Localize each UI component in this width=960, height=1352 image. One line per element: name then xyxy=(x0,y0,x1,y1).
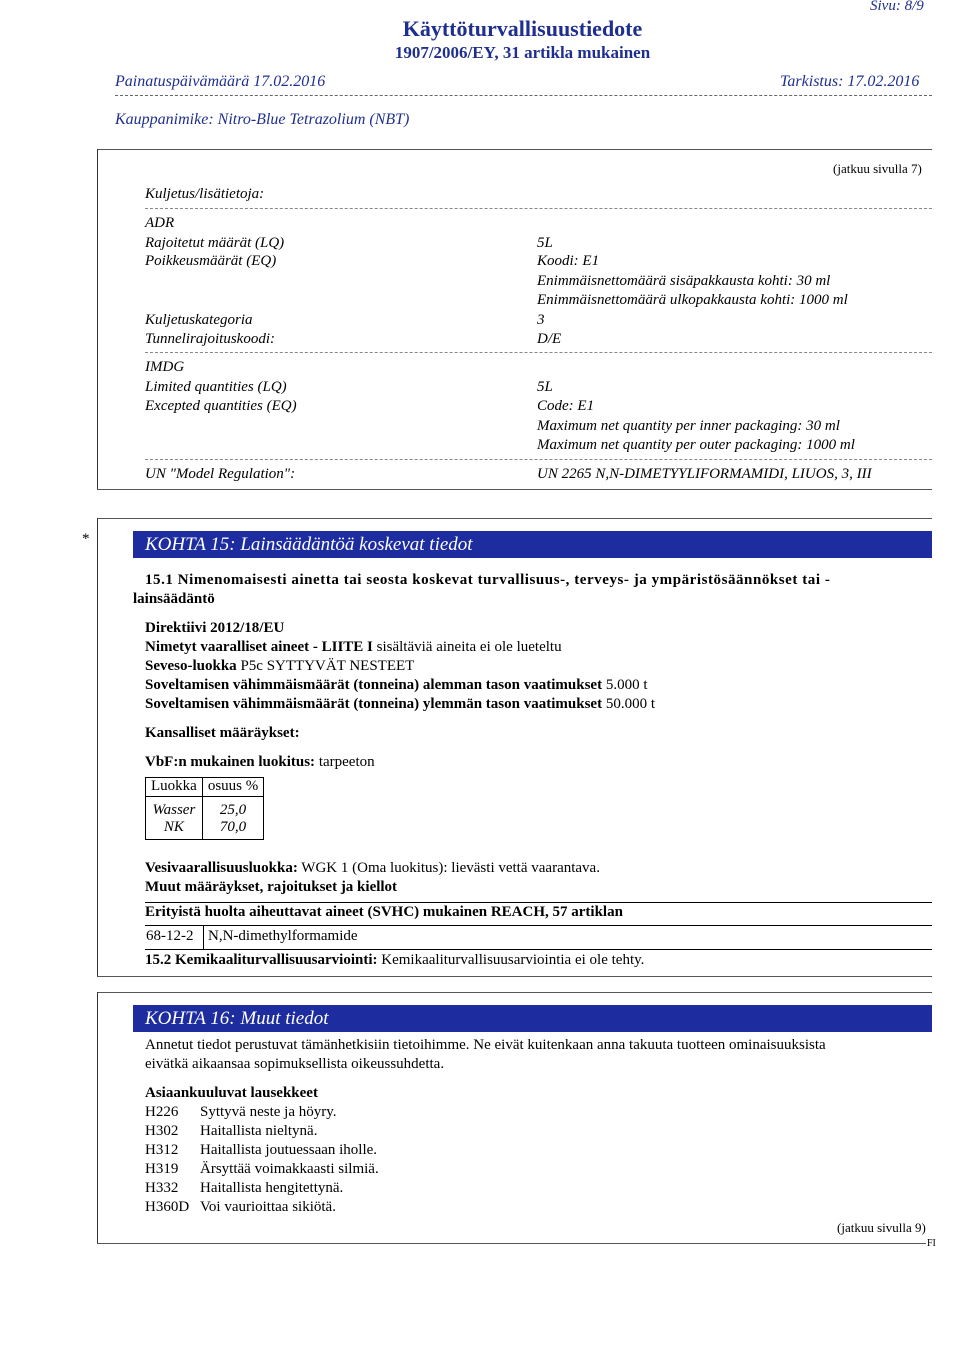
adr-category-label: Kuljetuskategoria xyxy=(145,312,253,328)
svhc-heading: Erityistä huolta aiheuttavat aineet (SVHC) mukainen REACH, 57 artiklan xyxy=(145,904,623,920)
adr-lq-label: Rajoitetut määrät (LQ) xyxy=(145,235,285,251)
imdg-eq-label: Excepted quantities (EQ) xyxy=(145,398,297,414)
imdg-eq-inner: Maximum net quantity per inner packaging: 30 ml xyxy=(537,418,840,434)
phrases-heading: Asiaankuuluvat lausekkeet xyxy=(145,1085,318,1101)
adr-title: ADR xyxy=(145,215,175,231)
seveso-category: Seveso-luokka P5c SYTTYVÄT NESTEET xyxy=(145,658,415,674)
list-item: H302 Haitallista nieltynä. xyxy=(145,1123,318,1139)
lower-tier-threshold: Soveltamisen vähimmäismäärät (tonneina) alemman tason vaatimukset 5.000 t xyxy=(145,677,648,693)
imdg-title: IMDG xyxy=(145,359,185,375)
s151-heading-line2: lainsäädäntö xyxy=(133,591,215,607)
list-item: H332 Haitallista hengitettynä. xyxy=(145,1180,344,1196)
table-row: NK 70,0 xyxy=(146,819,264,840)
vbf-classification: VbF:n mukainen luokitus: tarpeeton xyxy=(145,754,375,770)
imdg-lq-value: 5L xyxy=(537,379,553,395)
imdg-lq-label: Limited quantities (LQ) xyxy=(145,379,287,395)
print-date: Painatuspäivämäärä 17.02.2016 xyxy=(115,73,326,90)
table-row: Wasser 25,0 xyxy=(146,802,264,819)
revision-star: * xyxy=(82,531,90,547)
svhc-cas: 68-12-2 xyxy=(146,928,194,944)
national-regulations: Kansalliset määräykset: xyxy=(145,725,300,741)
transport-heading: Kuljetus/lisätietoja: xyxy=(145,186,265,202)
vbf-class-table xyxy=(145,777,264,840)
language-code: FI xyxy=(927,1238,936,1249)
upper-tier-threshold: Soveltamisen vähimmäismäärät (tonneina) ylemmän tason vaatimukset 50.000 t xyxy=(145,696,655,712)
adr-tunnel-value: D/E xyxy=(537,331,562,347)
adr-eq-value: Koodi: E1 xyxy=(537,253,600,269)
adr-category-value: 3 xyxy=(537,312,545,328)
document-subtitle: 1907/2006/EY, 31 artikla mukainen xyxy=(394,43,651,62)
s151-heading-line1: 15.1 Nimenomaisesti ainetta tai seosta koskevat turvallisuus-, terveys- ja ympäristösäännökset tai - xyxy=(145,572,831,588)
list-item: H319 Ärsyttää voimakkaasti silmiä. xyxy=(145,1161,379,1177)
adr-eq-label: Poikkeusmäärät (EQ) xyxy=(145,253,277,269)
adr-lq-value: 5L xyxy=(537,235,553,251)
un-regulation-value: UN 2265 N,N-DIMETYYLIFORMAMIDI, LIUOS, 3, III xyxy=(537,466,872,482)
named-substances: Nimetyt vaaralliset aineet - LIITE I sisältäviä aineita ei ole lueteltu xyxy=(145,639,562,655)
disclaimer-line1: Annetut tiedot perustuvat tämänhetkisiin tietoihimme. Ne eivät kuitenkaan anna takuuta tuotteen ominaisuuksista xyxy=(145,1037,826,1053)
svhc-substance: N,N-dimethylformamide xyxy=(208,928,358,944)
adr-tunnel-label: Tunnelirajoituskoodi: xyxy=(145,331,276,347)
page-number: Sivu: 8/9 xyxy=(870,0,924,14)
water-hazard-class: Vesivaarallisuusluokka: WGK 1 (Oma luokitus): lievästi vettä vaarantava. xyxy=(145,860,600,876)
imdg-eq-outer: Maximum net quantity per outer packaging: 1000 ml xyxy=(537,437,855,453)
imdg-eq-value: Code: E1 xyxy=(537,398,595,414)
table-header-share: osuus % xyxy=(207,778,259,794)
list-item: H360D Voi vaurioittaa sikiötä. xyxy=(145,1199,336,1215)
un-regulation-label: UN "Model Regulation": xyxy=(145,466,296,482)
s152-assessment: 15.2 Kemikaaliturvallisuusarviointi: Kemikaaliturvallisuusarviointia ei ole tehty. xyxy=(145,952,645,968)
product-name: Kauppanimike: Nitro-Blue Tetrazolium (NBT) xyxy=(115,111,410,128)
section15-title: KOHTA 15: Lainsäädäntöä koskevat tiedot xyxy=(133,531,932,558)
adr-eq-outer: Enimmäisnettomäärä ulkopakkausta kohti: 1000 ml xyxy=(537,292,848,308)
list-item: H226 Syttyvä neste ja höyry. xyxy=(145,1104,337,1120)
list-item: H312 Haitallista joutuessaan iholle. xyxy=(145,1142,378,1158)
document-title: Käyttöturvallisuustiedote xyxy=(402,16,643,41)
other-regulations: Muut määräykset, rajoitukset ja kiellot xyxy=(145,879,398,895)
section16-title: KOHTA 16: Muut tiedot xyxy=(133,1005,932,1032)
revision-date: Tarkistus: 17.02.2016 xyxy=(780,73,920,90)
table-header-class: Luokka xyxy=(146,778,203,797)
disclaimer-line2: eivätkä aikaansaa sopimuksellista oikeussuhdetta. xyxy=(145,1056,445,1072)
continued-from: (jatkuu sivulla 7) xyxy=(833,161,922,176)
continued-to: (jatkuu sivulla 9) xyxy=(837,1220,926,1235)
directive: Direktiivi 2012/18/EU xyxy=(145,620,285,636)
adr-eq-inner: Enimmäisnettomäärä sisäpakkausta kohti: 30 ml xyxy=(537,273,831,289)
